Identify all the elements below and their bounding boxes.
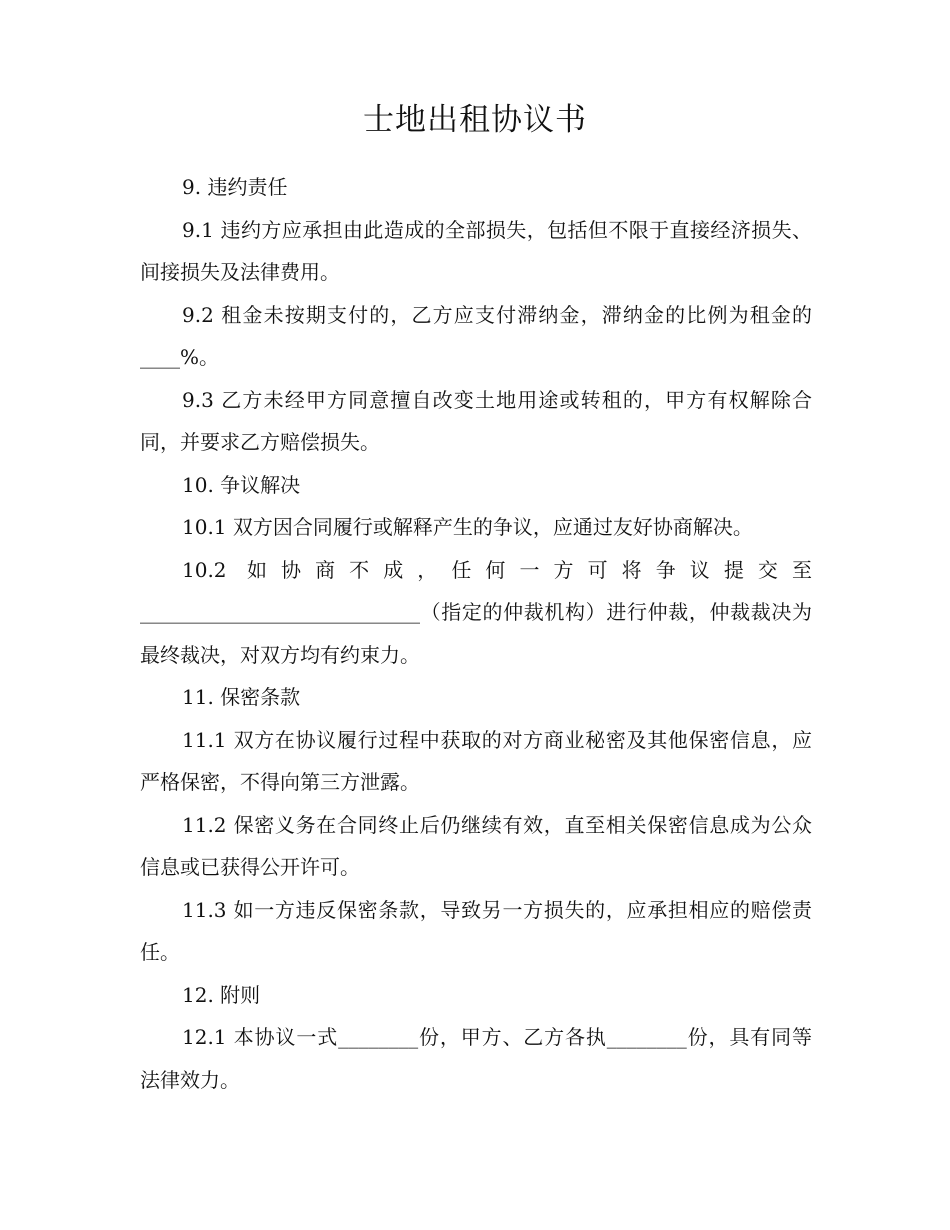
clause-10-1: 10.1 双方因合同履行或解释产生的争议，应通过友好协商解决。 [182,515,753,539]
clause-11-2: 11.2 保密义务在合同终止后仍继续有效，直至相关保密信息成为公众信息或已获得公开许可。 [140,812,812,879]
clause-12-1: 12.1 本协议一式________份，甲方、乙方各执________份，具有同等法律效力。 [140,1025,812,1092]
section-heading-9: 9. 违约责任 [182,175,288,199]
clause-9-3: 9.3 乙方未经甲方同意擅自改变土地用途或转租的，甲方有权解除合同，并要求乙方赔偿损失。 [140,387,812,454]
clause-11-3: 11.3 如一方违反保密条款，导致另一方损失的，应承担相应的赔偿责任。 [140,897,812,964]
section-heading-12: 12. 附则 [182,982,261,1007]
section-heading-10: 10. 争议解决 [182,472,301,497]
clause-9-1: 9.1 违约方应承担由此造成的全部损失，包括但不限于直接经济损失、间接损失及法律费用。 [140,217,812,284]
clause-11-1: 11.1 双方在协议履行过程中获取的对方商业秘密及其他保密信息，应严格保密，不得向第三方泄露。 [140,727,812,794]
section-heading-11: 11. 保密条款 [182,685,301,709]
clause-9-2: 9.2 租金未按期支付的，乙方应支付滞纳金，滞纳金的比例为租金的____%。 [140,302,812,369]
clause-10-2: 10.2 如协商不成，任何一方可将争议提交至____________________________（指定的仲裁机构）进行仲裁，仲裁裁决为最终裁决，对双方均有约束力。 [140,557,812,667]
document-title: 士地出租协议书 [363,102,587,138]
document-body [140,166,812,1101]
